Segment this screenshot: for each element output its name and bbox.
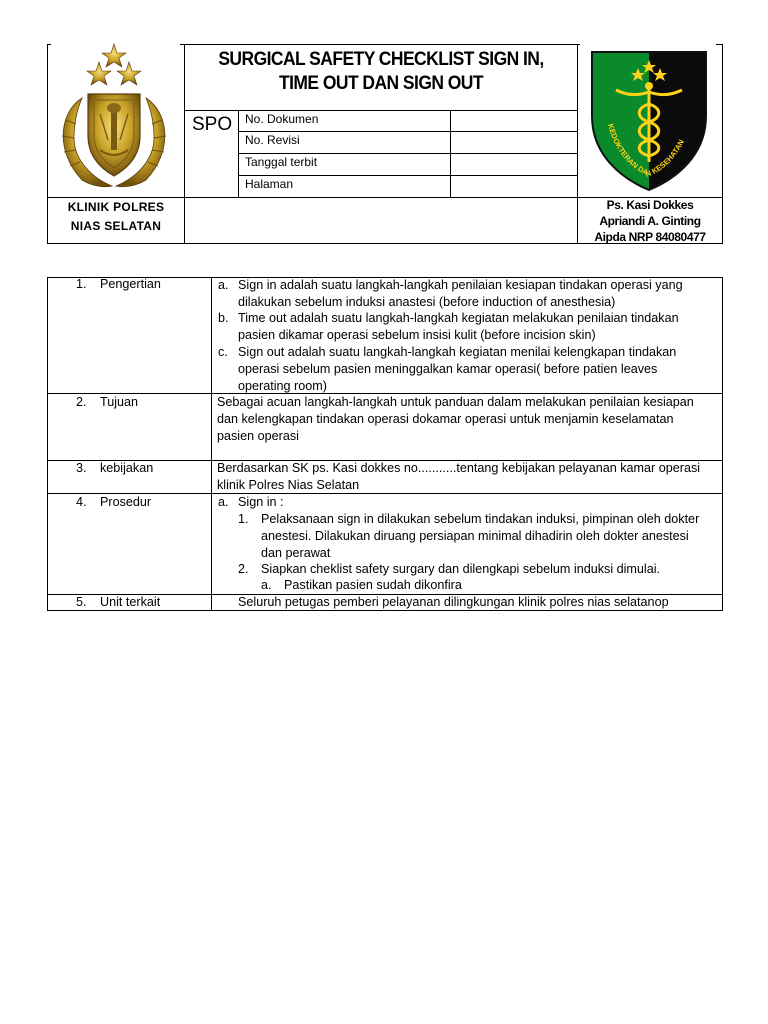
row-4-step-2-marker: 2. [238,562,249,576]
meta-label-tanggal-terbit: Tanggal terbit [245,155,318,169]
org-line-1: KLINIK POLRES [67,200,165,214]
row-1-item-b-marker: b. [218,311,229,325]
meta-label-no-dokumen: No. Dokumen [245,112,319,126]
doc-type-label: SPO [192,114,233,135]
row-4-substep-marker: a. [261,578,272,592]
row-4-label: Prosedur [100,495,152,509]
dokkes-shield-logo [586,46,712,194]
polri-emblem-logo [52,40,176,192]
row-4-step-1-marker: 1. [238,512,249,526]
signer-name: Apriandi A. Ginting [599,214,701,228]
row-4-number: 4. [76,495,87,509]
row-2-label: Tujuan [100,395,139,409]
row-1-item-c-text: Sign out adalah suatu langkah-langkah kegiatan menilai kelengkapan tindakan operasi sebelum pasien meninggalkan kamar operasi( before patien leaves operating room) [238,345,677,393]
org-line-2: NIAS SELATAN [70,219,162,233]
signer-block [578,197,722,245]
row-1-number: 1. [76,277,87,291]
row-5-label: Unit terkait [100,595,161,609]
row-4-sub-marker: a. [218,495,229,509]
row-5-text: Seluruh petugas pemberi pelayanan dilingkungan klinik polres nias selatanop [238,595,669,609]
row-5-number: 5. [76,595,87,609]
row-1-item-b-text: Time out adalah suatu langkah-langkah kegiatan melakukan penilaian tindakan pasien dikamar operasi sebelum insisi kulit (before incision skin) [238,311,679,342]
meta-label-no-revisi: No. Revisi [245,133,300,147]
signer-title: Ps. Kasi Dokkes [606,198,694,212]
meta-label-halaman: Halaman [245,177,294,191]
row-3-number: 3. [76,461,87,475]
row-2-text: Sebagai acuan langkah-langkah untuk panduan dalam melakukan penilaian kesiapan dan kelengkapan tindakan operasi dokamar operasi untuk menjamin keselamatan pasien operasi [217,395,694,443]
row-3-label: kebijakan [100,461,154,475]
row-1-item-c-marker: c. [218,345,228,359]
dokkes-logo-text: KEDOKTERAN DAN KESEHATAN [606,122,686,179]
row-4-substep-text: Pastikan pasien sudah dikonfira [284,578,462,592]
organization-name [48,198,184,236]
signer-nrp: Aipda NRP 84080477 [594,230,706,244]
row-3-text: Berdasarkan SK ps. Kasi dokkes no...........tentang kebijakan pelayanan kamar operasi klinik Polres Nias Selatan [217,461,701,492]
row-1-item-a-marker: a. [218,278,229,292]
row-1-label: Pengertian [100,277,161,291]
row-4-sub-title: Sign in : [238,495,284,509]
row-1-item-a-text: Sign in adalah suatu langkah-langkah penilaian kesiapan tindakan operasi yang dilakukan sebelum induksi anastesi (before induction of anesthesia) [238,278,683,309]
row-4-step-1-text: Pelaksanaan sign in dilakukan sebelum tindakan induksi, pimpinan oleh dokter anestesi. Dilakukan diruang persiapan minimal dihadirin oleh dokter anestesi dan perawat [261,512,700,560]
row-2-number: 2. [76,395,87,409]
title-line-1: SURGICAL SAFETY CHECKLIST SIGN IN, [218,49,544,70]
row-4-step-2-text: Siapkan cheklist safety surgary dan dilengkapi sebelum induksi dimulai. [261,562,661,576]
document-title [201,48,562,96]
title-line-2: TIME OUT DAN SIGN OUT [278,73,483,94]
